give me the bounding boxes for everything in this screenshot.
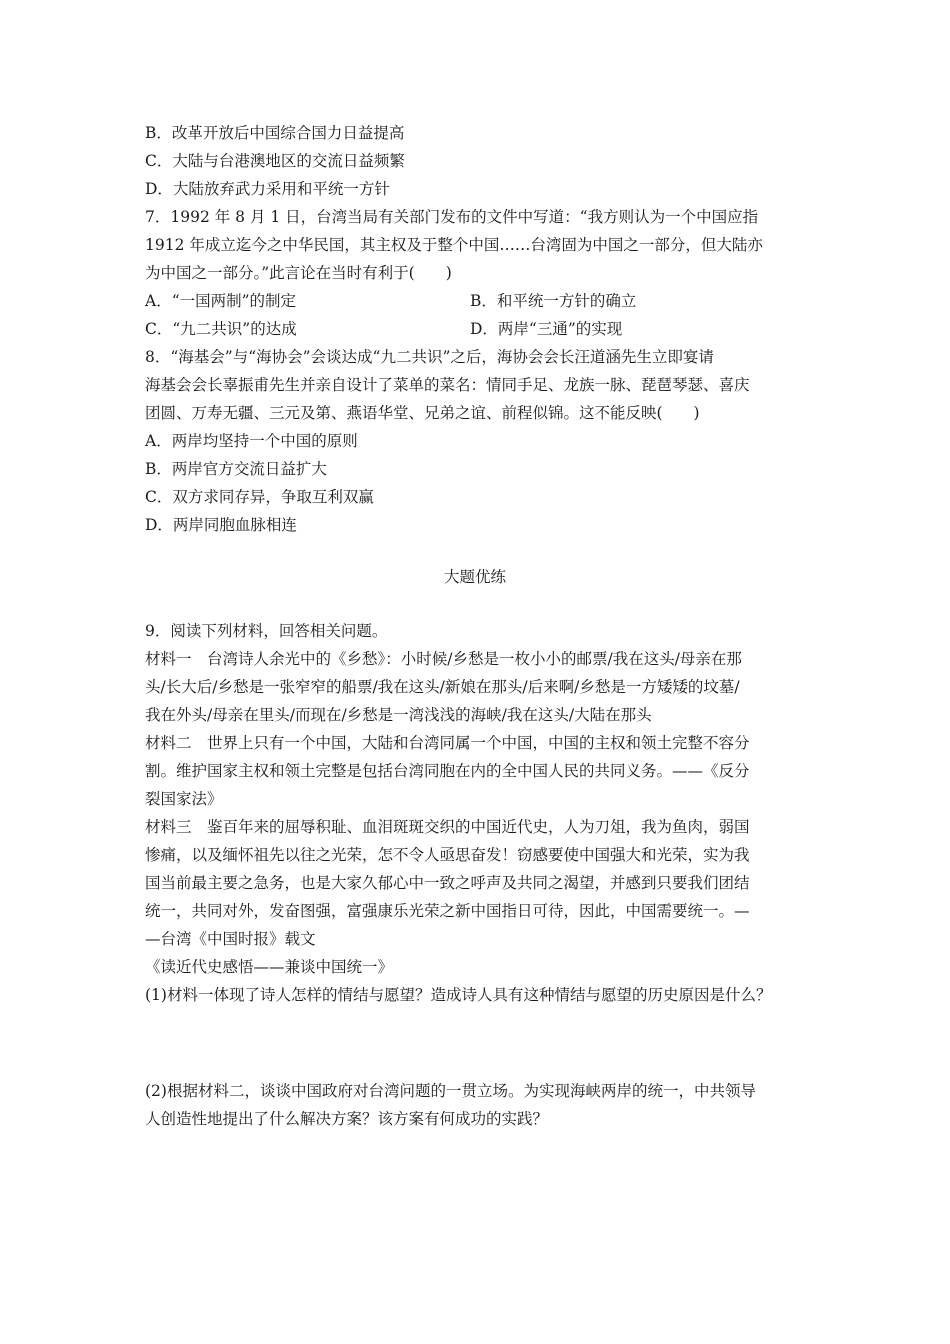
material-1-line-2: 头/长大后/乡愁是一张窄窄的船票/我在这头/新娘在那头/后来啊/乡愁是一方矮矮的坟墓/	[145, 678, 740, 696]
material-2-line-3: 裂国家法》	[145, 790, 223, 808]
q8-option-b: B．两岸官方交流日益扩大	[145, 460, 327, 478]
material-3-line-5: —台湾《中国时报》载文	[145, 930, 316, 948]
material-3-line-1: 材料三 鉴百年来的屈辱积耻、血泪斑斑交织的中国近代史，人为刀俎，我为鱼肉，弱国	[145, 818, 750, 836]
q6-option-d: D．大陆放弃武力采用和平统一方针	[145, 180, 390, 198]
q6-option-b: B．改革开放后中国综合国力日益提高	[145, 124, 405, 142]
q7-option-c: C．“九二共识”的达成	[145, 320, 297, 338]
material-1-line-3: 我在外头/母亲在里头/而现在/乡愁是一湾浅浅的海峡/我在这头/大陆在那头	[145, 706, 652, 724]
q8-stem-line-2: 海基会会长辜振甫先生并亲自设计了菜单的菜名：情同手足、龙族一脉、琵琶琴瑟、喜庆	[145, 376, 750, 394]
q7-option-d: D．两岸“三通”的实现	[470, 320, 623, 338]
q8-stem-line-1: 8．“海基会”与“海协会”会谈达成“九二共识”之后，海协会会长汪道涵先生立即宴请	[145, 348, 714, 366]
material-1-line-1: 材料一 台湾诗人余光中的《乡愁》：小时候/乡愁是一枚小小的邮票/我在这头/母亲在那	[145, 650, 742, 668]
q7-option-a: A．“一国两制”的制定	[145, 292, 297, 310]
q8-option-a: A．两岸均坚持一个中国的原则	[145, 432, 358, 450]
q8-option-d: D．两岸同胞血脉相连	[145, 516, 297, 534]
material-3-line-2: 惨痛，以及缅怀祖先以往之光荣，怎不令人亟思奋发！窃感要使中国强大和光荣，实为我	[145, 846, 750, 864]
material-3-source: 《读近代史感悟——兼谈中国统一》	[145, 958, 394, 976]
q7-stem-line-1: 7．1992 年 8 月 1 日，台湾当局有关部门发布的文件中写道：“我方则认为一个中国应指	[145, 208, 759, 226]
material-2-line-1: 材料二 世界上只有一个中国，大陆和台湾同属一个中国，中国的主权和领土完整不容分	[145, 734, 750, 752]
q9-part-2-line-1: (2)根据材料二，谈谈中国政府对台湾问题的一贯立场。为实现海峡两岸的统一，中共领导	[145, 1082, 756, 1100]
q7-option-b: B．和平统一方针的确立	[470, 292, 637, 310]
q9-part-2-line-2: 人创造性地提出了什么解决方案？该方案有何成功的实践？	[145, 1110, 549, 1128]
material-3-line-3: 国当前最主要之急务，也是大家久郁心中一致之呼声及共同之渴望，并感到只要我们团结	[145, 874, 750, 892]
q8-stem-line-3: 团圆、万寿无疆、三元及第、燕语华堂、兄弟之谊、前程似锦。这不能反映( )	[145, 404, 700, 422]
material-2-line-2: 割。维护国家主权和领土完整是包括台湾同胞在内的全中国人民的共同义务。——《反分	[145, 762, 750, 780]
material-3-line-4: 统一，共同对外，发奋图强，富强康乐光荣之新中国指日可待，因此，中国需要统一。—	[145, 902, 750, 920]
q7-stem-line-3: 为中国之一部分。”此言论在当时有利于( )	[145, 264, 452, 282]
q9-intro: 9．阅读下列材料，回答相关问题。	[145, 622, 388, 640]
q6-option-c: C．大陆与台港澳地区的交流日益频繁	[145, 152, 405, 170]
q9-part-1: (1)材料一体现了诗人怎样的情结与愿望？造成诗人具有这种情结与愿望的历史原因是什么？	[145, 986, 772, 1004]
section-title: 大题优练	[443, 568, 506, 586]
q7-stem-line-2: 1912 年成立迄今之中华民国，其主权及于整个中国……台湾固为中国之一部分，但大陆亦	[145, 236, 763, 254]
q8-option-c: C．双方求同存异，争取互利双赢	[145, 488, 374, 506]
